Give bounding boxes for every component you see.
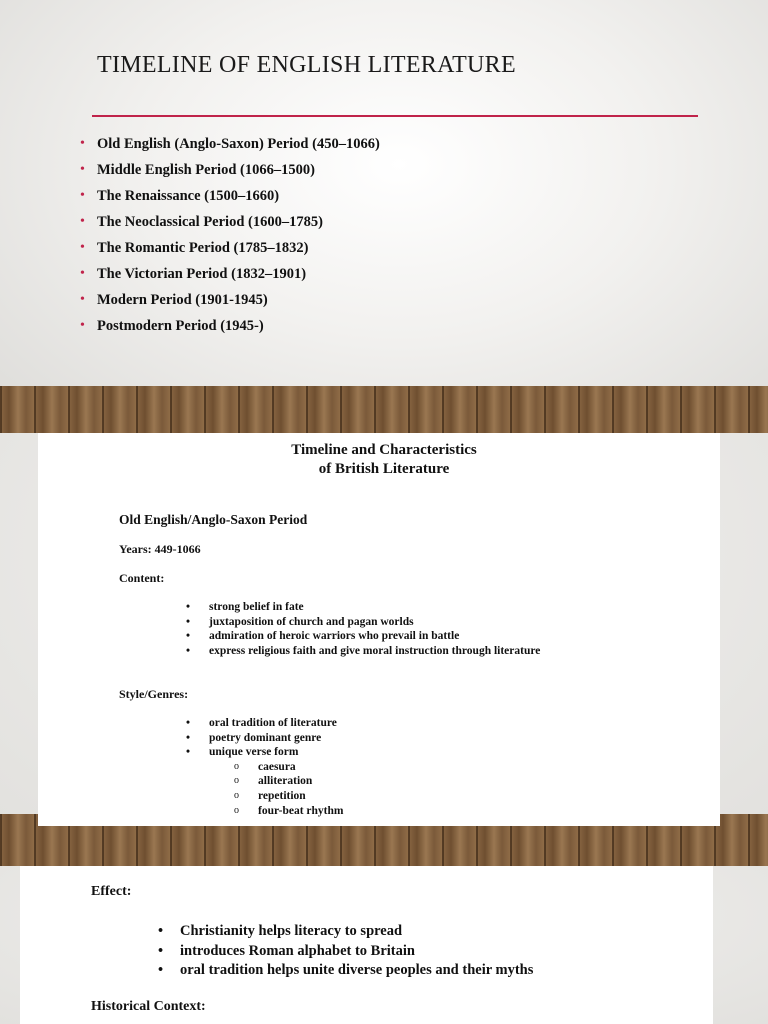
period-item-label: The Romantic Period (1785–1832) [97, 240, 309, 256]
period-heading: Old English/Anglo-Saxon Period [119, 512, 308, 527]
historical-context-label: Historical Context: [91, 999, 206, 1014]
period-item-label: Middle English Period (1066–1500) [97, 162, 315, 178]
list-item: • oral tradition helps unite diverse peoples and their myths [158, 961, 533, 981]
effect-label: Effect: [91, 884, 132, 899]
bullet-icon: • [158, 942, 164, 959]
circle-bullet-icon: o [234, 804, 239, 816]
period-item-label: Old English (Anglo-Saxon) Period (450–1066) [97, 136, 380, 152]
period-item [80, 264, 380, 290]
document-page [38, 433, 720, 826]
period-item [80, 212, 380, 238]
circle-bullet-icon: o [234, 775, 239, 787]
period-item-label: Modern Period (1901-1945) [97, 292, 268, 308]
slide-title: TIMELINE OF ENGLISH LITERATURE [97, 52, 516, 78]
period-item [80, 238, 380, 264]
list-item: o repetition [234, 789, 306, 802]
slide-timeline-overview [0, 0, 768, 433]
content-list [186, 600, 586, 658]
bullet-icon: • [80, 266, 85, 281]
period-item-label: The Victorian Period (1832–1901) [97, 266, 307, 282]
period-list [80, 134, 380, 342]
slide-old-english-characteristics [0, 433, 768, 826]
list-item: • oral tradition of literature [186, 717, 337, 729]
document-page [20, 866, 713, 1024]
bullet-icon: • [80, 214, 85, 229]
period-item-label: Postmodern Period (1945-) [97, 318, 264, 334]
list-item: • introduces Roman alphabet to Britain [158, 942, 533, 962]
bullet-icon: • [80, 318, 85, 333]
bullet-icon: • [186, 615, 191, 628]
years-label: Years: 449-1066 [119, 542, 201, 556]
list-item: • strong belief in fate [186, 601, 304, 613]
list-item: • poetry dominant genre [186, 731, 322, 744]
period-item-label: The Neoclassical Period (1600–1785) [97, 214, 323, 230]
verse-form-list [209, 760, 606, 818]
list-item: o caesura [234, 760, 296, 773]
list-item: o alliteration [234, 775, 313, 788]
bullet-icon: • [186, 746, 191, 759]
list-item: • unique verse form o caesura o alliteration o repetition o four-beat rhythm [186, 745, 606, 818]
style-list [186, 716, 606, 818]
period-item [80, 186, 380, 212]
bullet-icon: • [80, 162, 85, 177]
document-title-line: Timeline and Characteristics [291, 442, 477, 458]
list-item: o four-beat rhythm [234, 804, 344, 817]
document-title [38, 441, 730, 479]
list-item: • admiration of heroic warriors who prevail in battle [186, 630, 460, 643]
period-item-label: The Renaissance (1500–1660) [97, 188, 280, 204]
list-item: • Christianity helps literacy to spread [158, 922, 533, 942]
wood-floor-decoration [0, 386, 768, 433]
bullet-icon: • [186, 644, 191, 657]
title-underline [92, 115, 698, 117]
bullet-icon: • [158, 962, 164, 978]
style-genres-label: Style/Genres: [119, 687, 189, 701]
circle-bullet-icon: o [234, 760, 239, 772]
effect-list [158, 922, 533, 981]
circle-bullet-icon: o [234, 789, 239, 801]
bullet-icon: • [80, 188, 85, 203]
content-label: Content: [119, 571, 165, 585]
bullet-icon: • [80, 136, 85, 151]
bullet-icon: • [186, 630, 191, 643]
period-item [80, 160, 380, 186]
period-item [80, 134, 380, 160]
period-item [80, 290, 380, 316]
bullet-icon: • [186, 717, 191, 729]
bullet-icon: • [158, 923, 164, 939]
slide-effect-context [0, 866, 768, 1024]
bullet-icon: • [80, 240, 85, 255]
bullet-icon: • [80, 292, 85, 307]
list-item: • juxtaposition of church and pagan worlds [186, 615, 414, 628]
list-item: • express religious faith and give moral instruction through literature [186, 644, 541, 657]
bullet-icon: • [186, 601, 191, 613]
period-item [80, 316, 380, 342]
bullet-icon: • [186, 731, 191, 744]
wood-floor-decoration [0, 826, 768, 866]
document-title-line: of British Literature [318, 461, 450, 477]
